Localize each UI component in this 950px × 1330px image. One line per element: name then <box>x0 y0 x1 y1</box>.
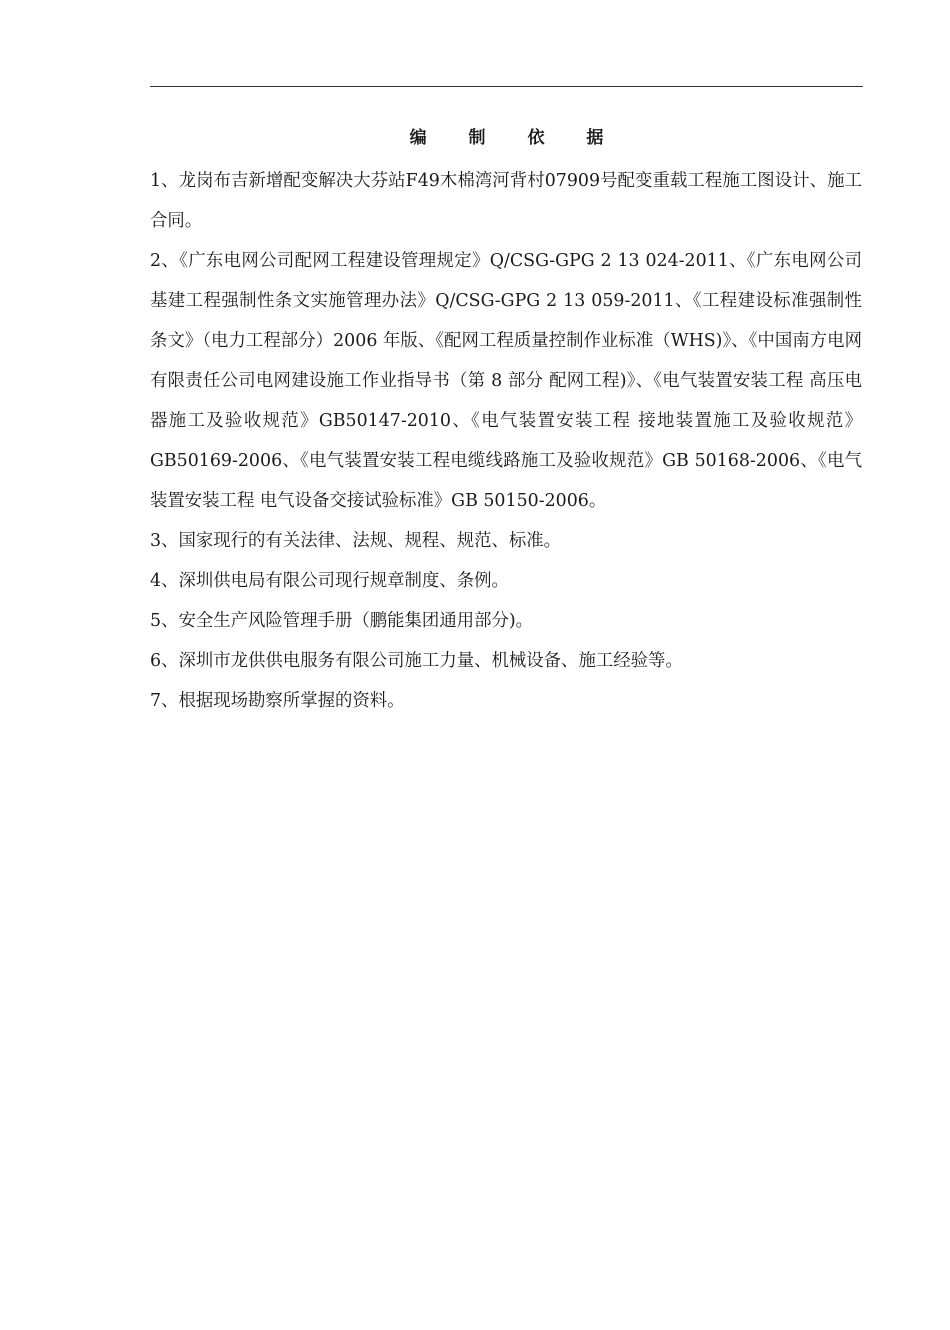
basis-item-3: 3、国家现行的有关法律、法规、规程、规范、标准。 <box>150 531 562 551</box>
basis-item-7: 7、根据现场勘察所掌握的资料。 <box>150 691 405 711</box>
document-body <box>150 161 862 721</box>
basis-item-5: 5、安全生产风险管理手册（鹏能集团通用部分)。 <box>150 611 534 631</box>
basis-item-1: 1、龙岗布吉新增配变解决大芬站F49木棉湾河背村07909号配变重载工程施工图设计、施工合同。 <box>150 171 862 231</box>
header-rule <box>150 86 863 87</box>
basis-item-6: 6、深圳市龙供供电服务有限公司施工力量、机械设备、施工经验等。 <box>150 651 683 671</box>
basis-item-2: 2、《广东电网公司配网工程建设管理规定》Q/CSG-GPG 2 13 024-2011、《广东电网公司基建工程强制性条文实施管理办法》Q/CSG-GPG 2 13 059-2011、《工程建设标准强制性条文》（电力工程部分）2006 年版、《配网工程质量控制作业标准（WHS)》、《中国南方电网有限责任公司电网建设施工作业指导书（第 8 部分 配网工程)》、《电气装置安装工程 高压电器施工及验收规范》GB50147-2010、《电气装置安装工程 接地装置施工及验收规范》GB50169-2006、《电气装置安装工程电缆线路施工及验收规范》GB 50168-2006、《电气装置安装工程 电气设备交接试验标准》GB 50150-2006。 <box>150 251 862 511</box>
document-title: 编 制 依 据 <box>409 128 622 148</box>
basis-item-4: 4、深圳供电局有限公司现行规章制度、条例。 <box>150 571 509 591</box>
